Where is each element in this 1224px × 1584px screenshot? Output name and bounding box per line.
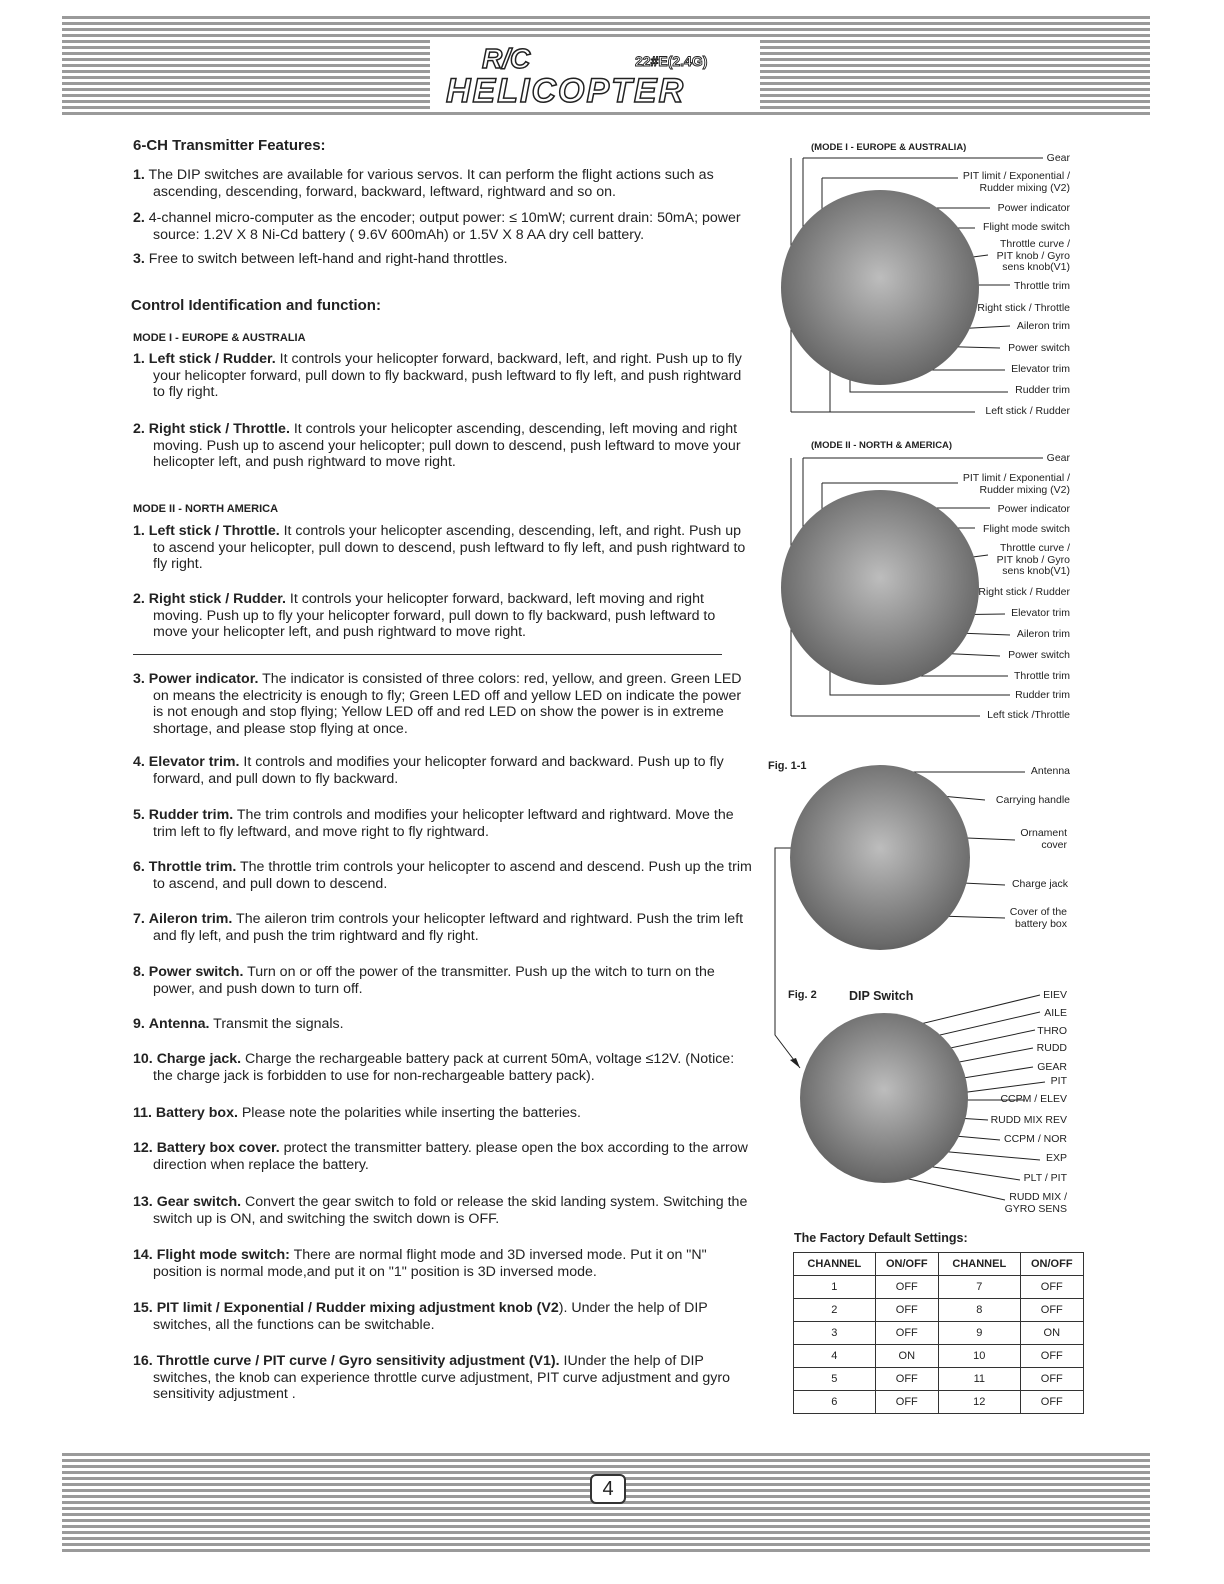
item-number: 3. xyxy=(133,671,145,687)
item-text: The throttle trim controls your helicopter to ascend and descend. Push up the trim to ascend, and pull down to descend. xyxy=(153,859,752,892)
table-cell: 4 xyxy=(794,1345,876,1368)
table-header: ON/OFF xyxy=(875,1253,938,1276)
diagram-label: Elevator trim xyxy=(1011,363,1070,375)
item-heading: Battery box. xyxy=(155,1105,238,1121)
item-number: 1. xyxy=(133,351,145,367)
item-number: 10. xyxy=(133,1051,153,1067)
diagram-label: RUDD MIX REV xyxy=(990,1114,1067,1126)
item-heading: Battery box cover. xyxy=(156,1140,280,1156)
diagram-label: Cover of the battery box xyxy=(1009,906,1067,930)
item-heading: Aileron trim. xyxy=(148,911,233,927)
diagram-label: RUDD xyxy=(1036,1042,1067,1054)
item-number: 9. xyxy=(133,1016,145,1032)
diagram-label: Carrying handle xyxy=(995,794,1070,806)
diagram-label: PLT / PIT xyxy=(1023,1172,1067,1184)
diagram-label: Right stick / Throttle xyxy=(977,302,1070,314)
model-text: 22#E(2.4G) xyxy=(635,53,708,69)
transmitter-photo-mode1 xyxy=(781,190,979,385)
table-cell: OFF xyxy=(875,1368,938,1391)
svg-text:HELICOPTER: HELICOPTER xyxy=(446,72,686,110)
item-text: IUnder the help of DIP switches, the knob can experience throttle curve adjustment, PIT curve adjustment and gyro sensitivity adjustment . xyxy=(153,1353,730,1403)
mode1-caption: (MODE I - EUROPE & AUSTRALIA) xyxy=(811,142,967,153)
diagram-label: CCPM / NOR xyxy=(1004,1133,1067,1145)
item-heading: Flight mode switch: xyxy=(156,1247,290,1263)
item-heading: Charge jack. xyxy=(156,1051,242,1067)
fig2-title: DIP Switch xyxy=(849,989,914,1003)
item-heading: Power indicator. xyxy=(148,671,259,687)
item-text: 4-channel micro-computer as the encoder; output power: ≤ 10mW; current drain: 50mA; power source: 1.2V X 8 Ni-Cd battery ( 9.6V 600mAh) or 1.5V X 8 AA dry cell battery. xyxy=(148,210,741,243)
transmitter-photo-mode2 xyxy=(781,490,979,685)
item-number: 4. xyxy=(133,754,145,770)
diagram-label: PIT limit / Exponential / Rudder mixing (V2) xyxy=(962,170,1070,194)
item-number: 8. xyxy=(133,964,145,980)
diagram-label: Power indicator xyxy=(997,202,1070,214)
diagram-label: Power switch xyxy=(1008,649,1070,661)
item-heading: Elevator trim. xyxy=(148,754,240,770)
item-text: It controls your helicopter ascending, descending, left, and right. Push up to ascend your helicopter, pull down to descend, push leftward to fly left, and push rightward to fly right. xyxy=(153,523,746,573)
item-number: 2. xyxy=(133,210,145,226)
item-number: 2. xyxy=(133,421,145,437)
defaults-title: The Factory Default Settings: xyxy=(794,1231,968,1245)
table-cell: 10 xyxy=(938,1345,1020,1368)
diagram-label: PIT xyxy=(1050,1075,1067,1087)
item-text: Turn on or off the power of the transmitter. Push up the witch to turn on the power, and push down to turn off. xyxy=(153,964,715,997)
table-row xyxy=(794,1368,1084,1391)
diagram-label: Ornament cover xyxy=(1020,827,1067,851)
item-text: There are normal flight mode and 3D inversed mode. Put it on "N" position is normal mode,and put it on "1" position is 3D inversed mode. xyxy=(153,1247,707,1280)
table-cell: 11 xyxy=(938,1368,1020,1391)
table-row xyxy=(794,1299,1084,1322)
item-text: It controls your helicopter forward, backward, left moving and right moving. Push up to fly your helicopter forward, pull down to fly backward, push leftward to move your helicopter left, and push rightward to move right. xyxy=(153,591,716,641)
table-cell: 5 xyxy=(794,1368,876,1391)
diagram-label: Throttle curve / PIT knob / Gyro sens knob(V1) xyxy=(996,238,1070,273)
table-row xyxy=(794,1345,1084,1368)
item-number: 2. xyxy=(133,591,145,607)
table-header: ON/OFF xyxy=(1020,1253,1083,1276)
item-number: 1. xyxy=(133,167,145,183)
diagram-label: Gear xyxy=(1046,152,1070,164)
diagram-label: Power indicator xyxy=(997,503,1070,515)
table-header: CHANNEL xyxy=(938,1253,1020,1276)
table-cell: OFF xyxy=(1020,1345,1083,1368)
item-text: Charge the rechargeable battery pack at current 50mA, voltage ≤12V. (Notice: the charge jack is forbidden to use for non-rechargeable battery pack). xyxy=(153,1051,735,1084)
features-title: 6-CH Transmitter Features: xyxy=(133,137,326,154)
item-number: 12. xyxy=(133,1140,153,1156)
diagram-label: Left stick /Throttle xyxy=(987,709,1070,721)
diagram-label: GEAR xyxy=(1037,1061,1067,1073)
item-heading: Left stick / Throttle. xyxy=(148,523,280,539)
diagram-label: Aileron trim xyxy=(1016,628,1070,640)
transmitter-back-photo xyxy=(790,765,970,950)
table-header: CHANNEL xyxy=(794,1253,876,1276)
item-text: protect the transmitter battery. please open the box according to the arrow direction when replace the battery. xyxy=(153,1140,748,1173)
item-text: Transmit the signals. xyxy=(209,1016,344,1032)
item-text: Please note the polarities while inserting the batteries. xyxy=(237,1105,581,1121)
table-cell: 9 xyxy=(938,1322,1020,1345)
diagram-label: AILE xyxy=(1044,1007,1067,1019)
item-heading: Throttle curve / PIT curve / Gyro sensitivity adjustment (V1). xyxy=(156,1353,560,1369)
mode2-caption: (MODE II - NORTH & AMERICA) xyxy=(811,440,953,451)
fig2-caption: Fig. 2 xyxy=(788,989,817,1001)
item-text: The trim controls and modifies your helicopter leftward and rightward. Move the trim left to fly leftward, and move right to fly rightward. xyxy=(153,807,734,840)
item-text: Convert the gear switch to fold or release the skid landing system. Switching the switch up is ON, and switching the switch down is OFF. xyxy=(153,1194,748,1227)
diagram-label: Aileron trim xyxy=(1016,320,1070,332)
table-cell: 6 xyxy=(794,1391,876,1414)
diagram-label: Rudder trim xyxy=(1015,689,1070,701)
diagram-label: RUDD MIX / GYRO SENS xyxy=(1004,1191,1067,1215)
item-number: 11. xyxy=(133,1105,152,1121)
item-heading: Antenna. xyxy=(148,1016,210,1032)
diagram-label: Power switch xyxy=(1008,342,1070,354)
diagram-label: Throttle curve / PIT knob / Gyro sens knob(V1) xyxy=(996,542,1070,577)
table-row xyxy=(794,1391,1084,1414)
table-cell: 1 xyxy=(794,1276,876,1299)
diagram-label: Throttle trim xyxy=(1013,280,1070,292)
diagram-label: THRO xyxy=(1037,1025,1067,1037)
item-text: It controls and modifies your helicopter forward and backward. Push up to fly forward, and pull down to fly backward. xyxy=(153,754,724,787)
diagram-label: PIT limit / Exponential / Rudder mixing (V2) xyxy=(962,472,1070,496)
diagram-label: Rudder trim xyxy=(1015,384,1070,396)
item-heading: Right stick / Rudder. xyxy=(148,591,286,607)
diagram-label: Left stick / Rudder xyxy=(985,405,1070,417)
table-header-row xyxy=(794,1253,1084,1276)
table-cell: ON xyxy=(1020,1322,1083,1345)
diagram-label: EIEV xyxy=(1043,989,1067,1001)
item-number: 5. xyxy=(133,807,145,823)
item-heading: Power switch. xyxy=(148,964,244,980)
svg-text:R/C: R/C xyxy=(482,43,531,74)
item-heading: Gear switch. xyxy=(156,1194,242,1210)
table-cell: 7 xyxy=(938,1276,1020,1299)
mode1-title: MODE I - EUROPE & AUSTRALIA xyxy=(133,332,306,344)
table-cell: OFF xyxy=(875,1391,938,1414)
control-title: Control Identification and function: xyxy=(131,297,381,314)
diagram-label: CCPM / ELEV xyxy=(1000,1093,1067,1105)
diagram-label: Right stick / Rudder xyxy=(978,586,1070,598)
item-text: It controls your helicopter forward, backward, left, and right. Push up to fly your helicopter forward, pull down to fly backward, push leftward to fly left, and push rightward to fly right. xyxy=(153,351,742,401)
table-cell: ON xyxy=(875,1345,938,1368)
item-text: ). Under the help of DIP switches, all the functions can be switchable. xyxy=(153,1300,708,1333)
table-cell: OFF xyxy=(1020,1391,1083,1414)
item-text: The aileron trim controls your helicopter leftward and rightward. Push the trim left and fly left, and push the trim rightward and fly right. xyxy=(153,911,744,944)
defaults-table xyxy=(793,1252,1084,1414)
item-number: 6. xyxy=(133,859,145,875)
table-cell: 12 xyxy=(938,1391,1020,1414)
fig11-caption: Fig. 1-1 xyxy=(768,760,807,772)
table-row xyxy=(794,1276,1084,1299)
table-cell: OFF xyxy=(1020,1368,1083,1391)
diagram-label: Elevator trim xyxy=(1011,607,1070,619)
item-number: 16. xyxy=(133,1353,153,1369)
item-number: 14. xyxy=(133,1247,153,1263)
item-number: 3. xyxy=(133,251,145,267)
item-number: 15. xyxy=(133,1300,153,1316)
page-number: 4 xyxy=(590,1474,626,1504)
table-cell: OFF xyxy=(1020,1276,1083,1299)
item-number: 1. xyxy=(133,523,145,539)
item-number: 13. xyxy=(133,1194,153,1210)
table-row xyxy=(794,1322,1084,1345)
diagram-label: Gear xyxy=(1046,452,1070,464)
item-heading: Right stick / Throttle. xyxy=(148,421,290,437)
table-cell: OFF xyxy=(1020,1299,1083,1322)
item-heading: Throttle trim. xyxy=(148,859,237,875)
table-cell: 8 xyxy=(938,1299,1020,1322)
item-text: Free to switch between left-hand and right-hand throttles. xyxy=(148,251,508,267)
table-cell: OFF xyxy=(875,1322,938,1345)
item-text: It controls your helicopter ascending, descending, left moving and right moving. Push up to ascend your helicopter; pull down to descend, push leftward to move your helicopter left, and push rightward to move right. xyxy=(153,421,741,471)
item-text: The DIP switches are available for various servos. It can perform the flight actions such as ascending, descending, forward, backward, leftward, rightward and so on. xyxy=(148,167,714,200)
table-cell: OFF xyxy=(875,1299,938,1322)
diagram-label: EXP xyxy=(1045,1152,1067,1164)
item-heading: Rudder trim. xyxy=(148,807,234,823)
diagram-label: Antenna xyxy=(1030,765,1070,777)
table-cell: OFF xyxy=(875,1276,938,1299)
dip-switch-photo xyxy=(800,1013,968,1183)
item-heading: Left stick / Rudder. xyxy=(148,351,276,367)
item-heading: PIT limit / Exponential / Rudder mixing adjustment knob (V2 xyxy=(156,1300,559,1316)
diagram-label: Charge jack xyxy=(1011,878,1068,890)
diagram-label: Throttle trim xyxy=(1013,670,1070,682)
diagram-label: Flight mode switch xyxy=(983,221,1070,233)
item-number: 7. xyxy=(133,911,145,927)
mode2-title: MODE II - NORTH AMERICA xyxy=(133,503,279,515)
table-cell: 3 xyxy=(794,1322,876,1345)
diagram-label: Flight mode switch xyxy=(983,523,1070,535)
item-text: The indicator is consisted of three colors: red, yellow, and green. Green LED on means the electricity is enough to fly; Green LED off and yellow LED on indicate the power is not enough and stop flying; Yellow LED off and red LED on show the power is in extreme shortage, and please stop flying at once. xyxy=(153,671,742,737)
table-cell: 2 xyxy=(794,1299,876,1322)
